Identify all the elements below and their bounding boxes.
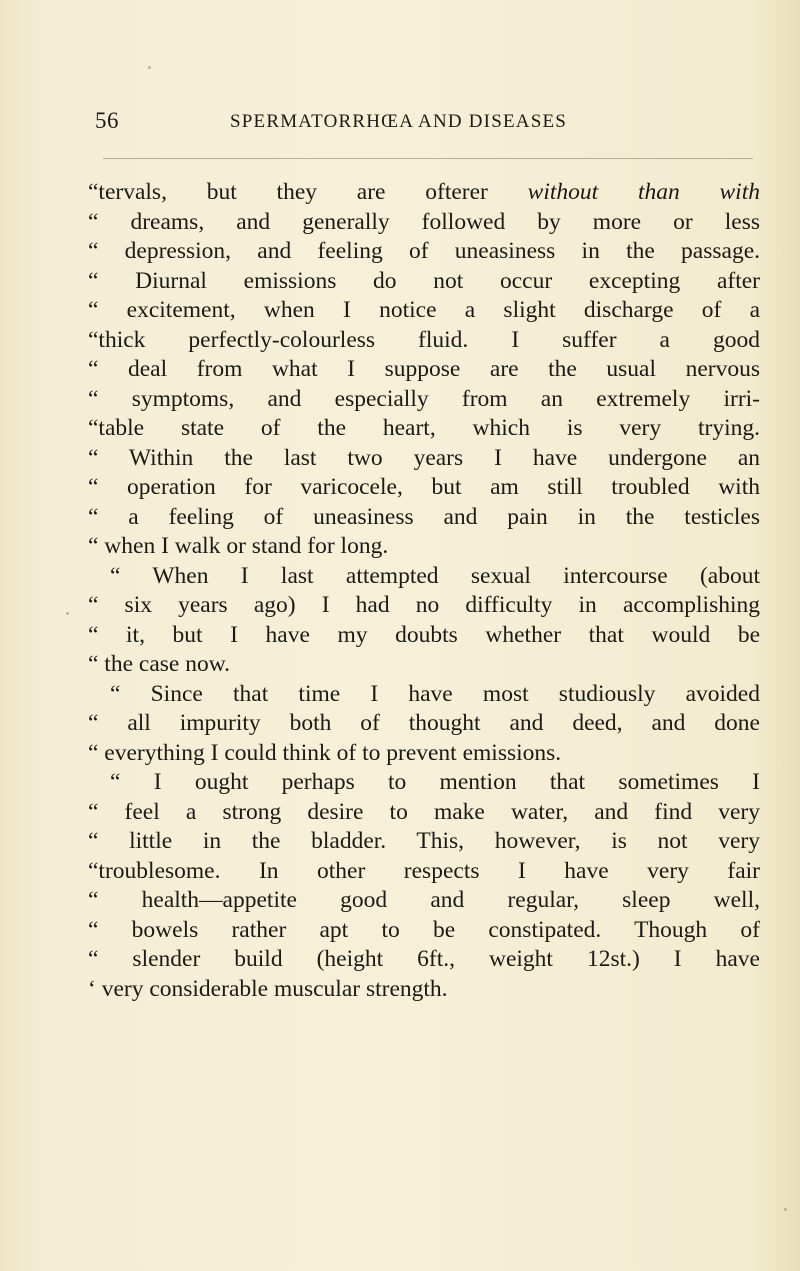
text-line: “ depression, and feeling of uneasiness in the passage. xyxy=(88,238,760,264)
paper-speck xyxy=(148,66,151,69)
text-line: “ all impurity both of thought and deed, and done xyxy=(88,710,760,736)
text-line: “ health—appetite good and regular, sleep well, xyxy=(88,887,760,913)
text-line: “ I ought perhaps to mention that sometimes I xyxy=(110,769,760,795)
text-line: “tervals, but they are ofterer without than with xyxy=(88,179,760,205)
text-line: “ bowels rather apt to be constipated. Though of xyxy=(88,916,760,943)
text-line: “ everything I could think of to prevent emissions. xyxy=(88,739,562,766)
text-line: “ little in the bladder. This, however, is not very xyxy=(88,828,760,854)
text-line: “ it, but I have my doubts whether that would be xyxy=(88,621,760,648)
text-line: “troublesome. In other respects I have very fair xyxy=(88,857,760,884)
paper-speck xyxy=(784,1208,787,1211)
text-line: “ slender build (height 6ft., weight 12st.) I have xyxy=(88,946,760,972)
running-head: SPERMATORRHŒA AND DISEASES xyxy=(230,111,568,132)
text-line: “ the case now. xyxy=(88,651,231,677)
text-line: “ Diurnal emissions do not occur excepting after xyxy=(88,267,760,294)
text-line: “ Since that time I have most studiously avoided xyxy=(110,680,760,707)
page-header xyxy=(95,108,755,140)
text-line: “ operation for varicocele, but am still troubled with xyxy=(88,474,760,500)
body-text xyxy=(88,178,760,1004)
text-line: “ excitement, when I notice a slight discharge of a xyxy=(88,297,760,323)
text-line: “ Within the last two years I have undergone an xyxy=(88,444,760,471)
text-line: “table state of the heart, which is very trying. xyxy=(88,415,760,441)
text-line: “ a feeling of uneasiness and pain in the testicles xyxy=(88,503,760,530)
text-line: “ deal from what I suppose are the usual nervous xyxy=(88,356,760,382)
text-line: “thick perfectly-colourless fluid. I suffer a good xyxy=(88,326,760,353)
text-line: ‘ very considerable muscular strength. xyxy=(88,975,448,1002)
page-number: 56 xyxy=(95,108,119,133)
text-line: “ when I walk or stand for long. xyxy=(88,533,389,559)
text-line: “ dreams, and generally followed by more or less xyxy=(88,208,760,235)
text-line: “ symptoms, and especially from an extremely irri- xyxy=(88,385,760,412)
paper-speck xyxy=(66,612,69,615)
header-rule xyxy=(103,158,753,159)
text-line: “ six years ago) I had no difficulty in accomplishing xyxy=(88,592,760,618)
text-line: “ When I last attempted sexual intercourse (about xyxy=(110,562,760,589)
text-line: “ feel a strong desire to make water, and find very xyxy=(88,798,760,825)
